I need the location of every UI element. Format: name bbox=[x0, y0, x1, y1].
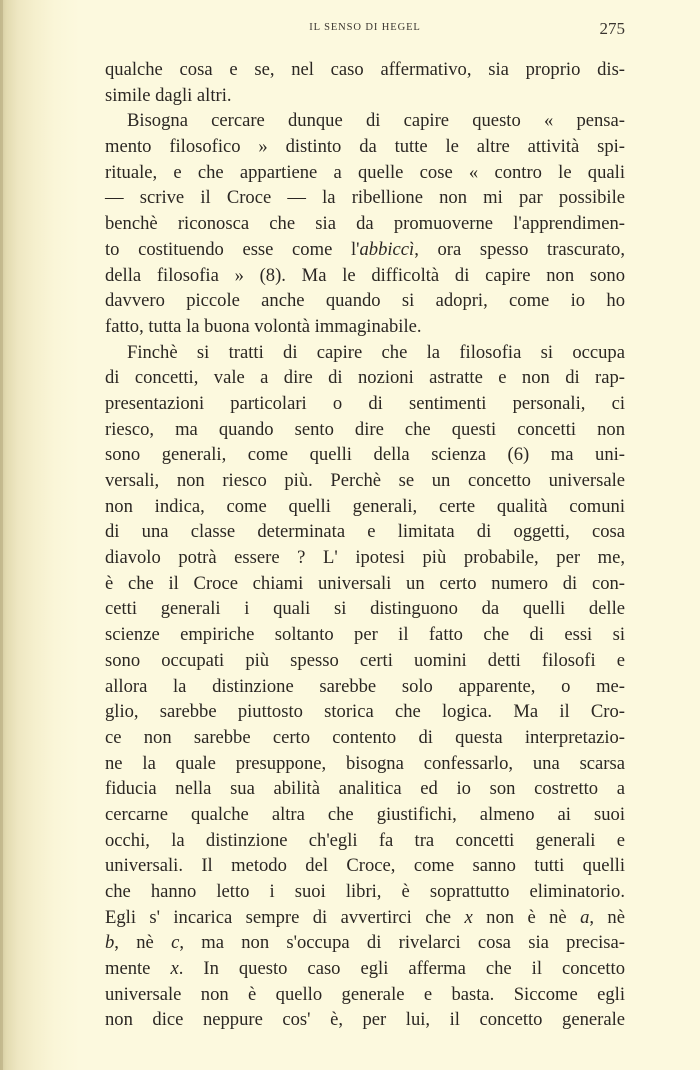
text-line: di una classe determinata e limitata di oggetti, cosa bbox=[105, 521, 625, 543]
text-segment: . In questo caso egli afferma che il concetto bbox=[178, 958, 625, 980]
text-segment: , nè bbox=[589, 906, 625, 928]
text-line: cetti generali i quali si distinguono da quelli delle bbox=[105, 598, 625, 620]
text-line: che hanno letto i suoi libri, è soprattutto eliminatorio. bbox=[105, 881, 625, 902]
text-segment: Egli s' incarica sempre di avvertirci che bbox=[105, 906, 465, 928]
text-line: fiducia nella sua abilità analitica ed io son costretto a bbox=[105, 778, 625, 800]
text-line: scienze empiriche soltanto per il fatto che di essi si bbox=[105, 624, 625, 646]
text-line: Bisogna cercare dunque di capire questo « pensa- bbox=[127, 110, 625, 132]
text-line: ce non sarebbe certo contento di questa interpretazio- bbox=[105, 726, 625, 748]
text-segment: to costituendo esse come l' bbox=[105, 238, 360, 260]
text-line: Finchè si tratti di capire che la filosofia si occupa bbox=[127, 341, 625, 363]
text-line: — scrive il Croce — la ribellione non mi par possibile bbox=[105, 187, 625, 209]
body-text bbox=[105, 57, 625, 1033]
text-line: glio, sarebbe piuttosto storica che logica. Ma il Cro- bbox=[105, 701, 625, 723]
text-line: cercarne qualche altra che giustifichi, almeno ai suoi bbox=[105, 803, 625, 825]
text-line bbox=[105, 956, 625, 982]
text-line: rituale, e che appartiene a quelle cose « contro le quali bbox=[105, 161, 625, 183]
text-segment: , ora spesso trascurato, bbox=[414, 238, 625, 260]
text-segment: non è nè bbox=[472, 906, 581, 928]
text-segment: , nè bbox=[114, 932, 172, 954]
text-line: sono generali, come quelli della scienza (6) ma uni- bbox=[105, 444, 625, 466]
page-number: 275 bbox=[599, 19, 625, 38]
text-segment: mente bbox=[105, 958, 171, 980]
text-line: universale non è quello generale e basta. Siccome egli bbox=[105, 983, 625, 1005]
text-line bbox=[105, 905, 625, 931]
text-line: mento filosofico » distinto da tutte le altre attività spi- bbox=[105, 136, 625, 158]
text-line: presentazioni particolari o di sentimenti personali, ci bbox=[105, 392, 625, 414]
text-segment: , ma non s'occupa di rivelarci cosa sia precisa- bbox=[179, 932, 625, 954]
text-line: della filosofia » (8). Ma le difficoltà di capire non sono bbox=[105, 264, 625, 286]
italic-text: b bbox=[105, 932, 115, 954]
text-line: di concetti, vale a dire di nozioni astratte e non di rap- bbox=[105, 367, 625, 389]
text-line: allora la distinzione sarebbe solo apparente, o me- bbox=[105, 675, 625, 697]
text-line: universali. Il metodo del Croce, come sanno tutti quelli bbox=[105, 855, 625, 877]
text-line: occhi, la distinzione ch'egli fa tra concetti generali e bbox=[105, 829, 625, 851]
gutter-shadow bbox=[0, 0, 3, 1070]
italic-text: c bbox=[171, 932, 180, 954]
italic-text: x bbox=[464, 906, 473, 928]
italic-text: x bbox=[170, 958, 179, 980]
running-title: IL SENSO DI HEGEL bbox=[309, 22, 421, 33]
text-line bbox=[105, 237, 625, 263]
text-line: versali, non riesco più. Perchè se un concetto universale bbox=[105, 470, 625, 491]
text-line: non dice neppure cos' è, per lui, il concetto generale bbox=[105, 1009, 625, 1031]
text-line: qualche cosa e se, nel caso affermativo, sia proprio dis- bbox=[105, 59, 625, 80]
italic-text: abbiccì bbox=[359, 238, 415, 260]
italic-text: a bbox=[580, 906, 590, 928]
text-line: riesco, ma quando sento dire che questi concetti non bbox=[105, 418, 625, 440]
text-line: diavolo potrà essere ? L' ipotesi più probabile, per me, bbox=[105, 547, 625, 569]
text-line: fatto, tutta la buona volontà immaginabile. bbox=[105, 315, 422, 337]
text-line: è che il Croce chiami universali un certo numero di con- bbox=[105, 572, 625, 594]
text-line: ne la quale presuppone, bisogna confessarlo, una scarsa bbox=[105, 752, 625, 774]
text-line: benchè riconosca che sia da promuoverne l'apprendimen- bbox=[105, 213, 625, 235]
text-line: non indica, come quelli generali, certe qualità comuni bbox=[105, 495, 625, 517]
text-line bbox=[105, 930, 625, 956]
text-line: sono occupati più spesso certi uomini detti filosofi e bbox=[105, 649, 625, 671]
running-head bbox=[105, 20, 625, 40]
text-line: simile dagli altri. bbox=[105, 84, 232, 106]
text-line: davvero piccole anche quando si adopri, come io ho bbox=[105, 290, 625, 312]
